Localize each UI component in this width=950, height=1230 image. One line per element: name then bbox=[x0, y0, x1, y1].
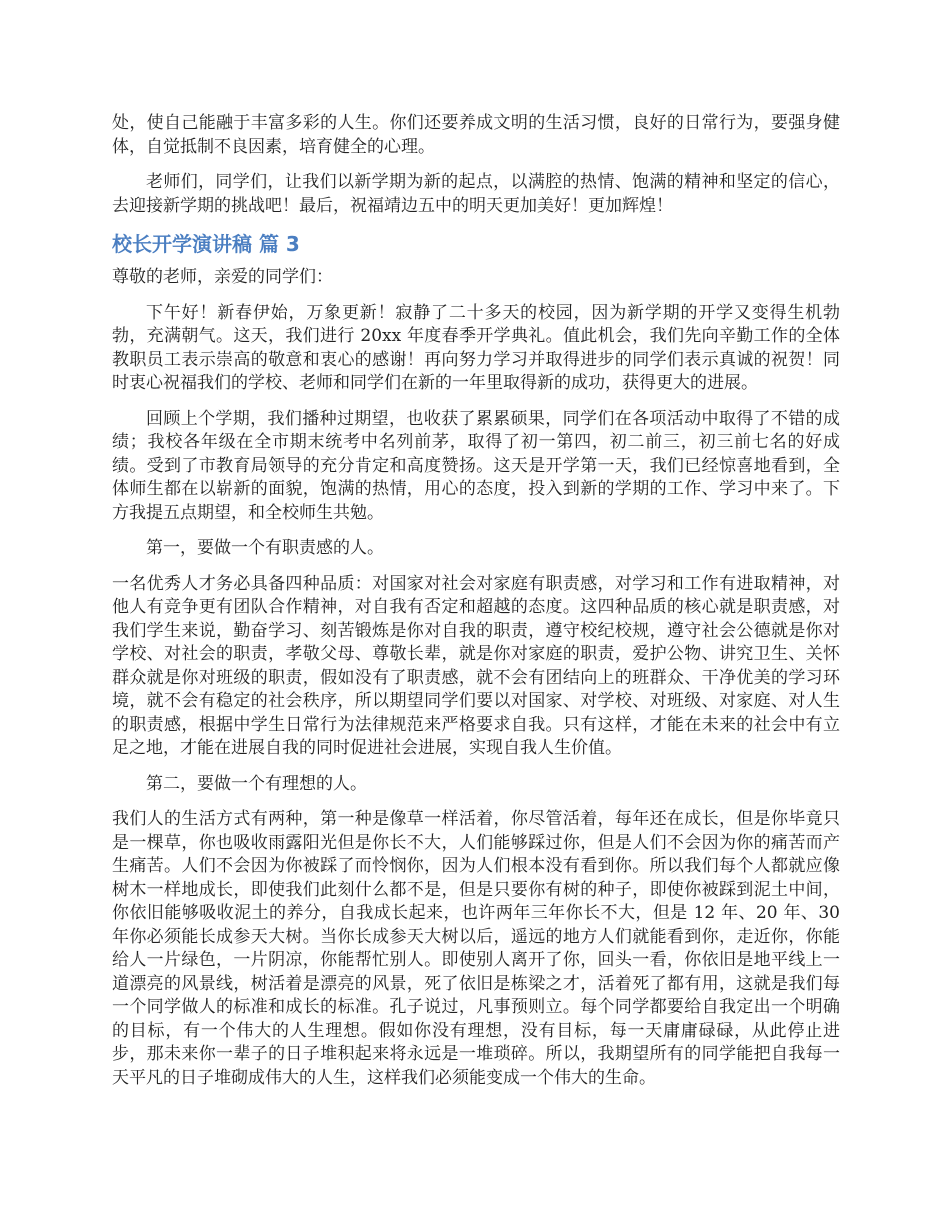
paragraph-review: 回顾上个学期，我们播种过期望，也收获了累累硕果，同学们在各项活动中取得了不错的成绩；我校各年级在全市期末统考中名列前茅，取得了初一第四，初二前三，初三前七名的好成绩。受到了市教育局领导的充分肯定和高度赞扬。这天是开学第一天，我们已经惊喜地看到，全体师生都在以崭新的面貌，饱满的热情，用心的态度，投入到新的学期的工作、学习中来了。下方我提五点期望，和全校师生共勉。 bbox=[112, 408, 840, 523]
point-two-body: 我们人的生活方式有两种，第一种是像草一样活着，你尽管活着，每年还在成长，但是你毕竟只是一棵草，你也吸收雨露阳光但是你长不大，人们能够踩过你，但是人们不会因为你的痛苦而产生痛苦。人们不会因为你被踩了而怜悯你，因为人们根本没有看到你。所以我们每个人都就应像树木一样地成长，即使我们此刻什么都不是，但是只要你有树的种子，即使你被踩到泥土中间，你依旧能够吸收泥土的养分，自我成长起来，也许两年三年你长不大，但是 12 年、20 年、30 年你必须能长成参天大树。当你长成参天大树以后，遥远的地方人们就能看到你，走近你，你能给人一片绿色，一片阴凉，你能帮忙别人。即使别人离开了你，回头一看，你依旧是地平线上一道漂亮的风景线，树活着是漂亮的风景，死了依旧是栋梁之才，活着死了都有用，这就是我们每一个同学做人的标准和成长的标准。孔子说过，凡事预则立。每个同学都要给自我定出一个明确的目标，有一个伟大的人生理想。假如你没有理想，没有目标，每一天庸庸碌碌，从此停止进步，那未来你一辈子的日子堆积起来将永远是一堆琐碎。所以，我期望所有的同学能把自我每一天平凡的日子堆砌成伟大的人生，这样我们必须能变成一个伟大的生命。 bbox=[112, 809, 840, 1088]
point-one-heading: 第一，要做一个有职责感的人。 bbox=[146, 538, 384, 558]
document-body bbox=[112, 112, 840, 1102]
salutation: 尊敬的老师，亲爱的同学们： bbox=[112, 267, 333, 287]
paragraph-continuation: 处，使自己能融于丰富多彩的人生。你们还要养成文明的生活习惯，良好的日常行为，要强身健体，自觉抵制不良因素，培育健全的心理。 bbox=[112, 113, 840, 157]
point-two-heading: 第二，要做一个有理想的人。 bbox=[146, 773, 367, 794]
paragraph-greeting: 下午好！新春伊始，万象更新！寂静了二十多天的校园，因为新学期的开学又变得生机勃勃，充满朝气。这天，我们进行 20xx 年度春季开学典礼。值此机会，我们先向辛勤工作的全体教职员工表示崇高的敬意和衷心的感谢！再向努力学习并取得进步的同学们表示真诚的祝贺！同时衷心祝福我们的学校、老师和同学们在新的一年里取得新的成功，获得更大的进展。 bbox=[112, 302, 840, 393]
point-one-body: 一名优秀人才务必具备四种品质：对国家对社会对家庭有职责感，对学习和工作有进取精神，对他人有竞争更有团队合作精神，对自我有否定和超越的态度。这四种品质的核心就是职责感，对我们学生来说，勤奋学习、刻苦锻炼是你对自我的职责，遵守校纪校规，遵守社会公德就是你对学校、对社会的职责，孝敬父母、尊敬长辈，就是你对家庭的职责，爱护公物、讲究卫生、关怀群众就是你对班级的职责，假如没有了职责感，就不会有团结向上的班群众、干净优美的学习环境，就不会有稳定的社会秩序，所以期望同学们要以对国家、对学校、对班级、对家庭、对人生的职责感，根据中学生日常行为法律规范来严格要求自我。只有这样，才能在未来的社会中有立足之地，才能在进展自我的同时促进社会进展，实现自我人生价值。 bbox=[112, 573, 840, 758]
paragraph-closing: 老师们，同学们，让我们以新学期为新的起点，以满腔的热情、饱满的精神和坚定的信心，去迎接新学期的挑战吧！最后，祝福靖边五中的明天更加美好！更加辉煌！ bbox=[112, 172, 840, 216]
section-title: 校长开学演讲稿 篇 3 bbox=[112, 232, 300, 256]
